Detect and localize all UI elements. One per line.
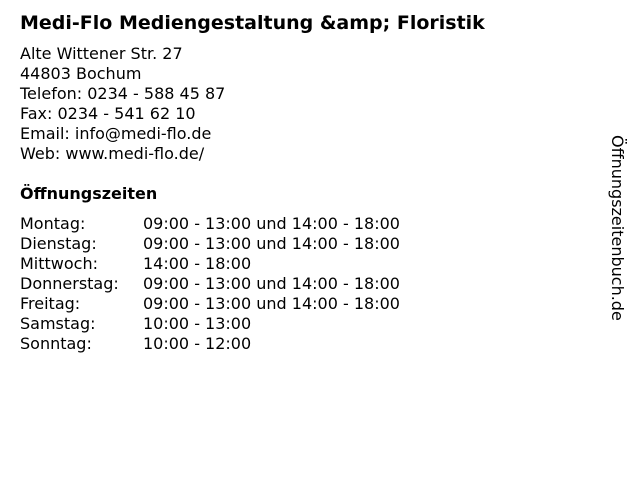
- day-label: Sonntag:: [20, 334, 92, 353]
- business-title: Medi-Flo Mediengestaltung &amp; Floristik: [20, 12, 485, 34]
- website-url: Web: www.medi-flo.de/: [20, 144, 205, 163]
- time-range: 10:00 - 12:00: [143, 334, 252, 353]
- email-address: Email: info@medi-flo.de: [20, 124, 212, 143]
- phone-number: Telefon: 0234 - 588 45 87: [20, 84, 226, 103]
- time-range: 10:00 - 13:00: [143, 314, 252, 333]
- day-label: Freitag:: [20, 294, 81, 313]
- street-address: Alte Wittener Str. 27: [20, 44, 183, 63]
- time-range: 09:00 - 13:00 und 14:00 - 18:00: [143, 274, 400, 293]
- time-range: 14:00 - 18:00: [143, 254, 252, 273]
- side-brand-watermark: Öffnungszeitenbuch.de: [608, 135, 627, 321]
- fax-number: Fax: 0234 - 541 62 10: [20, 104, 196, 123]
- opening-hours-heading: Öffnungszeiten: [20, 184, 158, 203]
- day-label: Samstag:: [20, 314, 96, 333]
- time-range: 09:00 - 13:00 und 14:00 - 18:00: [143, 294, 400, 313]
- day-label: Montag:: [20, 214, 86, 233]
- time-range: 09:00 - 13:00 und 14:00 - 18:00: [143, 234, 400, 253]
- time-range: 09:00 - 13:00 und 14:00 - 18:00: [143, 214, 400, 233]
- business-contact-block: [20, 44, 225, 164]
- day-label: Dienstag:: [20, 234, 97, 253]
- day-label: Donnerstag:: [20, 274, 119, 293]
- city-postcode: 44803 Bochum: [20, 64, 142, 83]
- day-label: Mittwoch:: [20, 254, 98, 273]
